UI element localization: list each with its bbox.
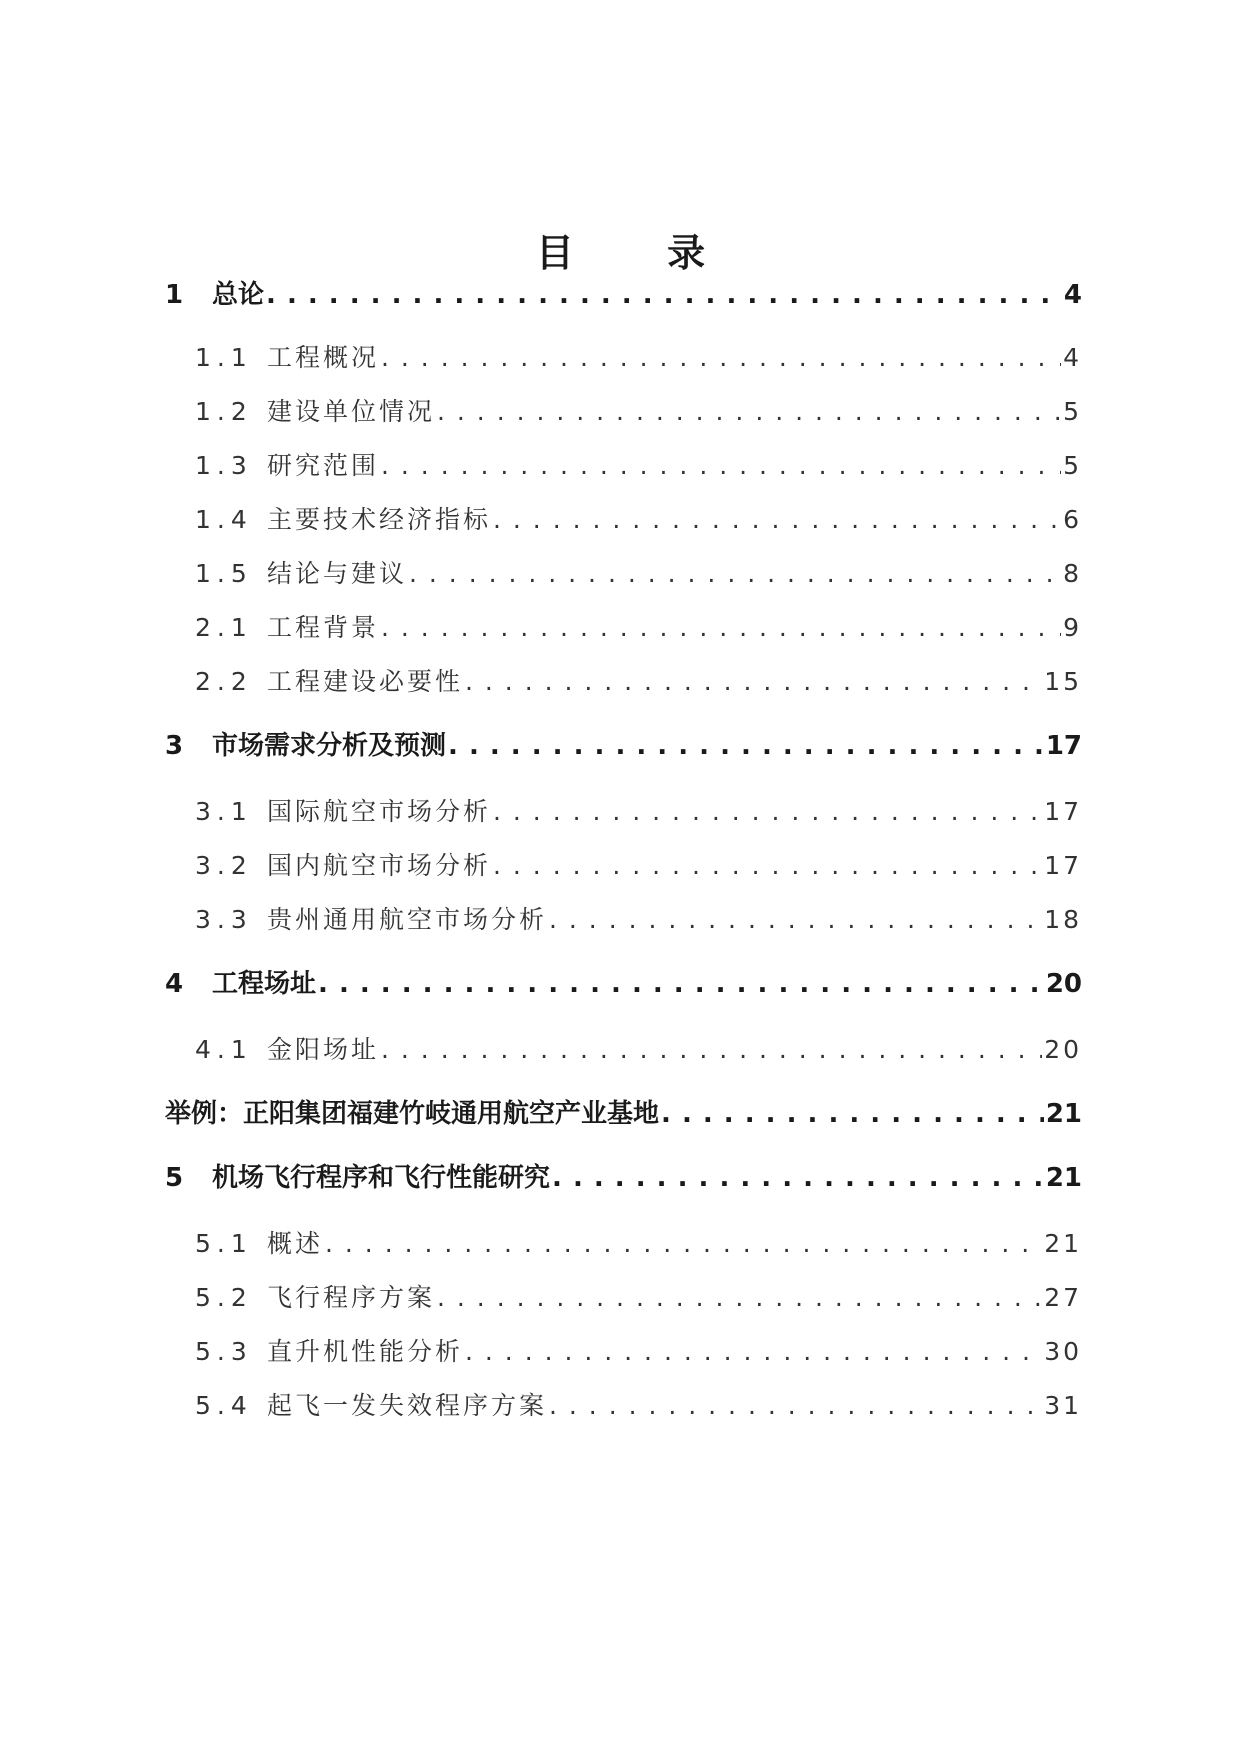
toc-title: 目 录 (535, 231, 746, 275)
entry-number: 3.1 (195, 797, 253, 826)
toc-entry[interactable] (195, 1278, 1082, 1318)
dot-leader (325, 1224, 1042, 1264)
dot-leader (493, 846, 1042, 886)
entry-title: 主要技术经济指标 (267, 505, 492, 534)
toc-entry[interactable] (195, 1224, 1082, 1264)
toc-entry[interactable] (165, 1094, 1082, 1134)
entry-page: 6 (1063, 505, 1082, 534)
entry-number: 5.3 (195, 1337, 253, 1366)
entry-number: 5.2 (195, 1283, 253, 1312)
toc-entry[interactable] (195, 500, 1082, 540)
entry-title: 起飞一发失效程序方案 (267, 1391, 548, 1420)
entry-number: 1 (165, 280, 184, 310)
entry-title: 贵州通用航空市场分析 (267, 905, 548, 934)
toc-entry[interactable] (195, 1332, 1082, 1372)
dot-leader (437, 1278, 1042, 1318)
toc-entry[interactable] (195, 608, 1082, 648)
toc-entry[interactable] (195, 792, 1082, 832)
entry-number: 1.3 (195, 451, 253, 480)
dot-leader (381, 338, 1061, 378)
entry-number: 4.1 (195, 1035, 253, 1064)
toc-entry[interactable] (165, 275, 1082, 315)
dot-leader (409, 554, 1061, 594)
entry-number: 3 (165, 731, 184, 761)
toc-entry[interactable] (195, 392, 1082, 432)
entry-page: 17 (1044, 797, 1082, 826)
dot-leader (465, 662, 1042, 702)
entry-page: 20 (1044, 1035, 1082, 1064)
entry-page: 9 (1063, 613, 1082, 642)
entry-page: 21 (1045, 1163, 1082, 1193)
entry-title: 研究范围 (267, 451, 380, 480)
entry-title: 国内航空市场分析 (267, 851, 492, 880)
entry-title: 工程概况 (267, 343, 380, 372)
entry-page: 21 (1045, 1099, 1082, 1129)
entry-page: 4 (1063, 280, 1082, 310)
entry-title: 建设单位情况 (267, 397, 436, 426)
entry-title: 结论与建议 (267, 559, 408, 588)
dot-leader (381, 446, 1061, 486)
entry-page: 20 (1045, 969, 1082, 999)
toc-entry[interactable] (195, 662, 1082, 702)
entry-title: 金阳场址 (267, 1035, 380, 1064)
entry-page: 17 (1045, 731, 1082, 761)
entry-number: 1.1 (195, 343, 253, 372)
dot-leader (465, 1332, 1042, 1372)
entry-number: 4 (165, 969, 184, 999)
toc-entry[interactable] (195, 338, 1082, 378)
dot-leader (448, 726, 1044, 766)
entry-number: 5 (165, 1163, 184, 1193)
dot-leader (549, 1386, 1042, 1426)
entry-title: 总论 (212, 280, 265, 310)
entry-page: 31 (1044, 1391, 1082, 1420)
entry-title: 举例：正阳集团福建竹岐通用航空产业基地 (165, 1099, 660, 1129)
entry-page: 17 (1044, 851, 1082, 880)
toc-entry[interactable] (165, 964, 1082, 1004)
entry-number: 5.4 (195, 1391, 253, 1420)
entry-title: 直升机性能分析 (267, 1337, 464, 1366)
entry-page: 30 (1044, 1337, 1082, 1366)
toc-entry[interactable] (195, 1030, 1082, 1070)
dot-leader (381, 608, 1061, 648)
entry-title: 国际航空市场分析 (267, 797, 492, 826)
entry-number: 1.5 (195, 559, 253, 588)
entry-page: 5 (1063, 451, 1082, 480)
toc-entry[interactable] (195, 900, 1082, 940)
entry-title: 机场飞行程序和飞行性能研究 (212, 1163, 551, 1193)
entry-number: 2.2 (195, 667, 253, 696)
dot-leader (318, 964, 1044, 1004)
toc-entry[interactable] (195, 1386, 1082, 1426)
dot-leader (549, 900, 1042, 940)
dot-leader (493, 792, 1042, 832)
entry-title: 工程建设必要性 (267, 667, 464, 696)
entry-title: 工程背景 (267, 613, 380, 642)
entry-page: 4 (1063, 343, 1082, 372)
toc-entry[interactable] (195, 846, 1082, 886)
dot-leader (552, 1158, 1044, 1198)
entry-number: 3.2 (195, 851, 253, 880)
toc-entry[interactable] (165, 726, 1082, 766)
entry-page: 27 (1044, 1283, 1082, 1312)
entry-number: 1.2 (195, 397, 253, 426)
entry-number: 2.1 (195, 613, 253, 642)
entry-title: 概述 (267, 1229, 324, 1258)
dot-leader (437, 392, 1061, 432)
entry-page: 8 (1063, 559, 1082, 588)
entry-page: 21 (1044, 1229, 1082, 1258)
entry-number: 3.3 (195, 905, 253, 934)
entry-page: 18 (1044, 905, 1082, 934)
entry-number: 5.1 (195, 1229, 253, 1258)
dot-leader (661, 1094, 1044, 1134)
entry-page: 15 (1044, 667, 1082, 696)
dot-leader (381, 1030, 1042, 1070)
entry-title: 工程场址 (212, 969, 317, 999)
entry-title: 飞行程序方案 (267, 1283, 436, 1312)
toc-entry[interactable] (195, 446, 1082, 486)
toc-entry[interactable] (165, 1158, 1082, 1198)
dot-leader (493, 500, 1061, 540)
entry-number: 1.4 (195, 505, 253, 534)
entry-title: 市场需求分析及预测 (212, 731, 447, 761)
dot-leader (266, 275, 1062, 315)
toc-entry[interactable] (195, 554, 1082, 594)
entry-page: 5 (1063, 397, 1082, 426)
